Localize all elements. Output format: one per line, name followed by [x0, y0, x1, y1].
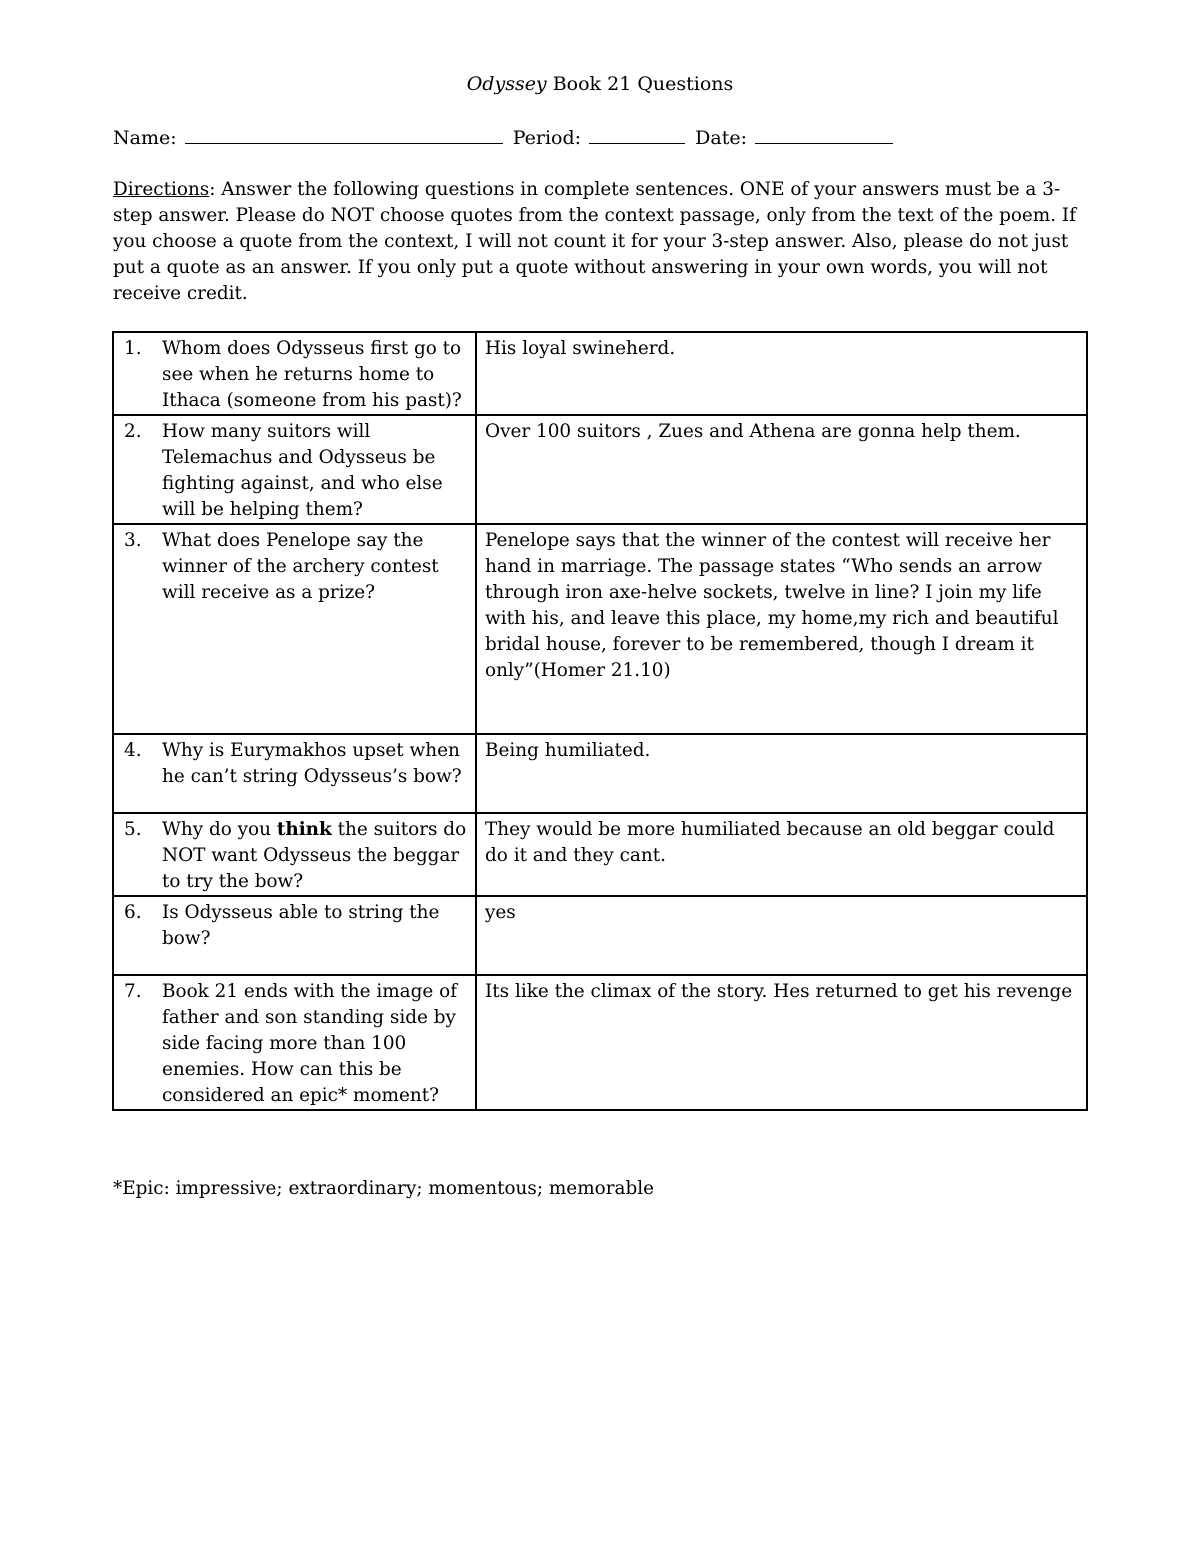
question-number: 5.: [124, 819, 142, 840]
question-cell: [113, 524, 476, 734]
name-label: Name:: [113, 127, 177, 149]
answer-cell[interactable]: yes: [476, 896, 1087, 975]
period-label: Period:: [512, 127, 582, 149]
questions-table: [112, 331, 1088, 1111]
directions: [113, 177, 1093, 307]
directions-label: Directions: [113, 179, 210, 200]
question-text: Is Odysseus able to string the bow?: [162, 902, 440, 949]
table-row: [113, 813, 1087, 896]
directions-colon: :: [209, 179, 216, 200]
question-number: 1.: [124, 338, 142, 359]
question-text: Whom does Odysseus first go to see when he returns home to Ithaca (someone from his past)?: [162, 338, 462, 411]
date-field[interactable]: [755, 125, 893, 144]
answer-cell[interactable]: Being humiliated.: [476, 734, 1087, 813]
question-cell: [113, 896, 476, 975]
table-row: [113, 896, 1087, 975]
table-row: [113, 524, 1087, 734]
question-number: 6.: [124, 902, 142, 923]
table-row: [113, 975, 1087, 1110]
question-number: 4.: [124, 740, 142, 761]
question-cell: [113, 415, 476, 524]
question-text: [162, 817, 467, 895]
student-info-row: [113, 125, 897, 150]
question-text: Book 21 ends with the image of father and son standing side by side facing more than 100 enemies. How can this be considered an epic* moment?: [162, 981, 458, 1106]
question-cell: [113, 734, 476, 813]
question-text: What does Penelope say the winner of the archery contest will receive as a prize?: [162, 530, 439, 603]
period-field[interactable]: [589, 125, 685, 144]
question-text: How many suitors will Telemachus and Odysseus be fighting against, and who else will be helping them?: [162, 421, 443, 520]
answer-cell[interactable]: Over 100 suitors , Zues and Athena are gonna help them.: [476, 415, 1087, 524]
title-italic: Odyssey: [466, 73, 547, 95]
date-label: Date:: [695, 127, 747, 149]
question-text-part: the suitors do NOT want Odysseus the beggar to try the bow?: [162, 819, 467, 892]
question-number: 2.: [124, 421, 142, 442]
name-field[interactable]: [185, 125, 503, 144]
question-emphasis: think: [276, 819, 332, 840]
question-text: Why is Eurymakhos upset when he can’t string Odysseus’s bow?: [162, 740, 462, 787]
table-row: [113, 332, 1087, 415]
question-cell: [113, 975, 476, 1110]
question-number: 7.: [124, 981, 142, 1002]
footnote: *Epic: impressive; extraordinary; momentous; memorable: [113, 1178, 654, 1199]
page-title: [0, 72, 1200, 96]
answer-cell[interactable]: They would be more humiliated because an old beggar could do it and they cant.: [476, 813, 1087, 896]
question-cell: [113, 813, 476, 896]
table-row: [113, 415, 1087, 524]
question-text-part: Why do you: [162, 819, 277, 840]
answer-cell[interactable]: Its like the climax of the story. Hes returned to get his revenge: [476, 975, 1087, 1110]
table-row: [113, 734, 1087, 813]
directions-text: Answer the following questions in complete sentences. ONE of your answers must be a 3-step answer. Please do NOT choose quotes from the context passage, only from the text of the poem. If you choose a quote from the context, I will not count it for your 3-step answer. Also, please do not just put a quote as an answer. If you only put a quote without answering in your own words, you will not receive credit.: [113, 179, 1077, 304]
answer-cell[interactable]: Penelope says that the winner of the contest will receive her hand in marriage. The passage states “Who sends an arrow through iron axe-helve sockets, twelve in line? I join my life with his, and leave this place, my home,my rich and beautiful bridal house, forever to be remembered, though I dream it only”(Homer 21.10): [476, 524, 1087, 734]
title-rest: Book 21 Questions: [546, 73, 734, 95]
question-cell: [113, 332, 476, 415]
question-number: 3.: [124, 530, 142, 551]
answer-cell[interactable]: His loyal swineherd.: [476, 332, 1087, 415]
